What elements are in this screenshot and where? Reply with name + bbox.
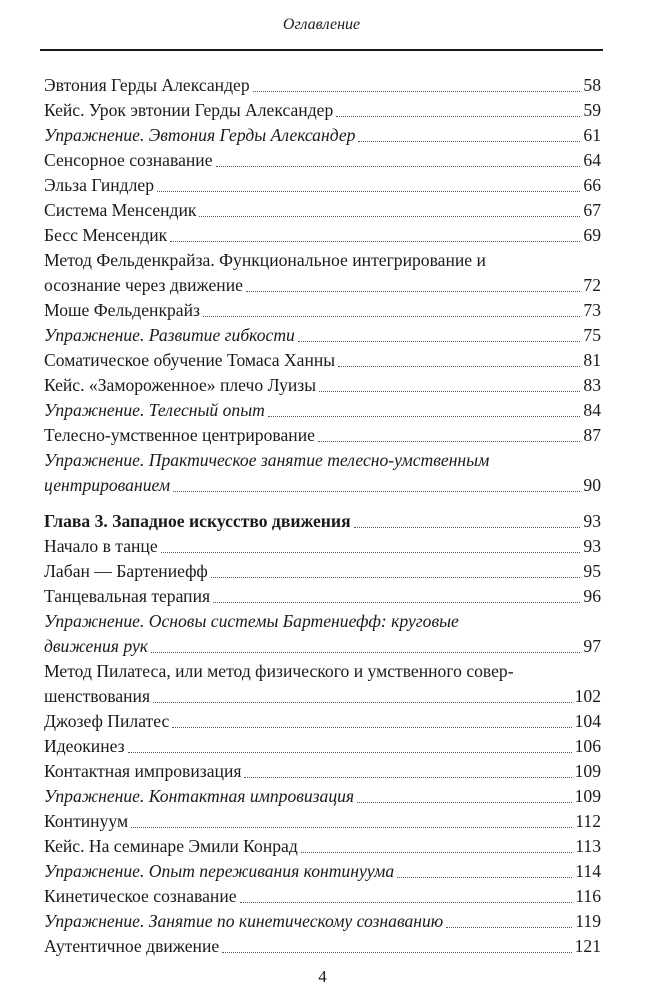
dot-leader [128,751,572,753]
toc-page-number: 90 [583,475,601,495]
toc-entry [44,584,601,609]
toc-page-number: 83 [583,375,601,395]
toc-page-number: 112 [575,811,601,831]
toc-entry-line [44,884,601,909]
toc-entry-title: Упражнение. Практическое занятие телесно-умственным [44,450,490,470]
toc-entry [44,323,601,348]
toc-page-number: 113 [575,836,601,856]
toc-entry-title: Упражнение. Опыт переживания континуума [44,861,395,881]
toc-entry-line [44,198,601,223]
toc-entry-line [44,173,601,198]
toc-entry-line [44,298,601,323]
toc-entry [44,534,601,559]
toc-entry-line [44,148,601,173]
toc-entry-title: Упражнение. Контактная импровизация [44,786,355,806]
toc-entry [44,734,601,759]
dot-leader [157,190,580,192]
toc-entry-line [44,759,601,784]
toc-entry [44,934,601,959]
toc-page-number: 114 [575,861,601,881]
toc-entry [44,123,601,148]
toc-entry-title: Система Менсендик [44,200,197,220]
toc-page-number: 59 [583,100,601,120]
toc-entry-line [44,584,601,609]
toc-entry-line [44,534,601,559]
toc-entry-title: Аутентичное движение [44,936,220,956]
toc-entry [44,809,601,834]
dot-leader [298,340,581,342]
toc-entry-line [44,834,601,859]
toc-entry-title: Моше Фельденкрайз [44,300,200,320]
dot-leader [246,290,580,292]
dot-leader [211,576,581,578]
dot-leader [216,165,581,167]
dot-leader [153,701,572,703]
toc-entry-title: Контактная импровизация [44,761,242,781]
toc-entry [44,248,601,298]
toc-entry [44,398,601,423]
dot-leader [213,601,580,603]
toc-entry-line [44,909,601,934]
toc-entry-line [44,609,601,634]
toc-page-number: 87 [583,425,601,445]
toc-entry-title: Кейс. «Замороженное» плечо Луизы [44,375,317,395]
toc-page-number: 93 [583,511,601,531]
toc-page-number: 93 [583,536,601,556]
toc-entry [44,223,601,248]
dot-leader [301,851,572,853]
toc-page-number: 106 [574,736,601,756]
toc-entry-line [44,123,601,148]
toc-entry-line [44,98,601,123]
toc-page-number: 69 [583,225,601,245]
toc-entry-title: Эльза Гиндлер [44,175,155,195]
dot-leader [161,551,581,553]
toc-entry-title: Упражнение. Эвтония Герды Александер [44,125,356,145]
toc-entry-title: Эвтония Герды Александер [44,75,250,95]
toc-entry-title: Кинетическое сознавание [44,886,237,906]
toc-entry-title: Глава 3. Западное искусство движения [44,511,351,531]
toc-entry-line [44,448,601,473]
toc-entry-line [44,348,601,373]
toc-entry-title: движения рук [44,636,148,656]
toc-page-number: 84 [583,400,601,420]
running-header [40,0,603,51]
page-number: 4 [318,967,327,986]
toc-entry-line [44,273,601,298]
toc-entry-title: Танцевальная терапия [44,586,211,606]
toc-entry [44,298,601,323]
dot-leader [151,651,580,653]
dot-leader [338,365,580,367]
toc-page-number: 119 [575,911,601,931]
toc-entry [44,98,601,123]
toc-entry-title: Метод Пилатеса, или метод физического и умственного совер- [44,661,514,681]
dot-leader [319,390,580,392]
toc-page-number: 109 [574,761,601,781]
toc-entry-title: Метод Фельденкрайза. Функциональное интегрирование и [44,250,486,270]
toc-entry-line [44,398,601,423]
dot-leader [358,140,580,142]
toc-entry-line [44,934,601,959]
toc-entry [44,148,601,173]
toc-entry-title: осознание через движение [44,275,243,295]
toc-entry-title: Телесно-умственное центрирование [44,425,315,445]
toc-entry-title: Упражнение. Занятие по кинетическому сознаванию [44,911,444,931]
dot-leader [357,801,571,803]
dot-leader [318,440,580,442]
toc-page-number: 64 [583,150,601,170]
dot-leader [170,240,580,242]
toc-entry-title: Кейс. На семинаре Эмили Конрад [44,836,298,856]
toc-entry-line [44,809,601,834]
toc-entry-line [44,709,601,734]
toc-entry-title: Бесс Менсендик [44,225,168,245]
toc-entry [44,709,601,734]
toc-entry [44,884,601,909]
toc-page-number: 66 [583,175,601,195]
toc-entry-line [44,659,601,684]
toc-entry [44,348,601,373]
dot-leader [172,726,571,728]
toc-entry-line [44,473,601,498]
dot-leader [244,776,571,778]
dot-leader [240,901,573,903]
toc-entry-line [44,73,601,98]
dot-leader [222,951,571,953]
toc-page-number: 61 [583,125,601,145]
toc-entry [44,73,601,98]
toc-entry-title: Континуум [44,811,129,831]
dot-leader [397,876,572,878]
toc-page-number: 81 [583,350,601,370]
toc-page-number: 95 [583,561,601,581]
toc-entry-line [44,734,601,759]
toc-entry-line [44,248,601,273]
dot-leader [173,490,580,492]
toc-page-number: 72 [583,275,601,295]
toc-entry [44,859,601,884]
toc-page-number: 75 [583,325,601,345]
table-of-contents [44,73,601,959]
toc-entry [44,759,601,784]
toc-entry [44,909,601,934]
dot-leader [268,415,581,417]
toc-entry [44,198,601,223]
toc-entry [44,834,601,859]
toc-entry-title: Начало в танце [44,536,158,556]
toc-entry-line [44,373,601,398]
toc-entry-title: центрированием [44,475,171,495]
dot-leader [199,215,580,217]
toc-entry-line [44,634,601,659]
toc-page-number: 97 [583,636,601,656]
toc-entry [44,784,601,809]
toc-entry-title: Лабан — Бартениефф [44,561,208,581]
toc-entry-line [44,859,601,884]
toc-entry [44,609,601,659]
dot-leader [253,90,581,92]
toc-entry-line [44,323,601,348]
dot-leader [354,526,581,528]
toc-entry-title: Джозеф Пилатес [44,711,170,731]
toc-entry-title: Сенсорное сознавание [44,150,213,170]
toc-page-number: 96 [583,586,601,606]
toc-entry-line [44,559,601,584]
dot-leader [131,826,572,828]
toc-entry [44,559,601,584]
toc-entry [44,509,601,534]
toc-entry-title: Упражнение. Основы системы Бартениефф: круговые [44,611,459,631]
toc-entry [44,659,601,709]
header-title: Оглавление [282,16,361,33]
toc-page-number: 73 [583,300,601,320]
toc-entry-title: Идеокинез [44,736,125,756]
toc-entry-line [44,509,601,534]
toc-entry-title: шенствования [44,686,151,706]
dot-leader [446,926,572,928]
toc-entry-line [44,684,601,709]
toc-page-number: 116 [575,886,601,906]
toc-page-number: 67 [583,200,601,220]
toc-entry-title: Упражнение. Развитие гибкости [44,325,295,345]
toc-entry-title: Упражнение. Телесный опыт [44,400,265,420]
toc-page-number: 58 [583,75,601,95]
toc-entry-line [44,784,601,809]
toc-entry-line [44,423,601,448]
toc-entry [44,423,601,448]
toc-page-number: 121 [574,936,601,956]
toc-entry [44,173,601,198]
toc-entry [44,448,601,498]
toc-page-number: 104 [574,711,601,731]
dot-leader [336,115,580,117]
toc-page-number: 102 [574,686,601,706]
toc-page-number: 109 [574,786,601,806]
dot-leader [203,315,580,317]
toc-entry [44,373,601,398]
toc-entry-title: Кейс. Урок эвтонии Герды Александер [44,100,334,120]
toc-entry-line [44,223,601,248]
toc-entry-title: Соматическое обучение Томаса Ханны [44,350,336,370]
